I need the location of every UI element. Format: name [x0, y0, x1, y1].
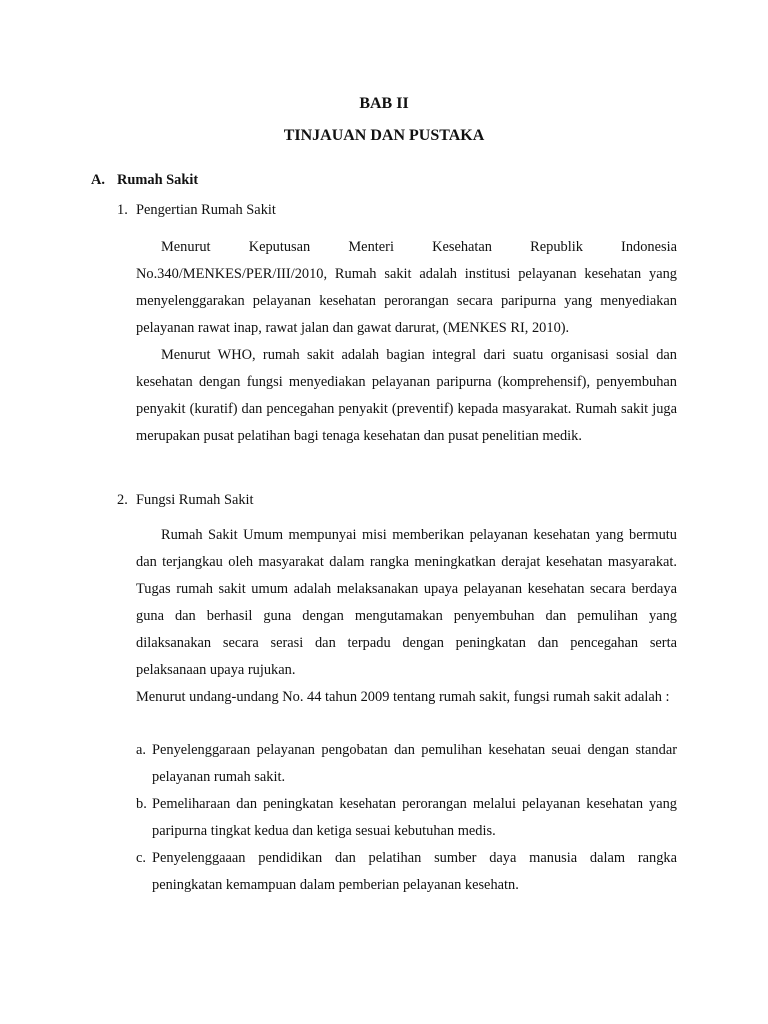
list-item: [136, 791, 677, 845]
list-text: Penyelenggaaan pendidikan dan pelatihan sumber daya manusia dalam rangka peningkatan kemampuan dalam pemberian pelayanan kesehatn.: [152, 850, 677, 893]
list-marker: b.: [136, 796, 147, 812]
section-text: Rumah Sakit: [117, 172, 199, 188]
subsection-label-2: 2.: [117, 492, 128, 508]
list-text: Penyelenggaraan pelayanan pengobatan dan pemulihan kesehatan seuai dengan standar pelayanan rumah sakit.: [152, 742, 677, 785]
subsection-text-2: Fungsi Rumah Sakit: [136, 492, 254, 508]
paragraph-definition-menkes: Menurut Keputusan Menteri Kesehatan Republik Indonesia No.340/MENKES/PER/III/2010, Rumah sakit adalah institusi pelayanan kesehatan yang menyelenggarakan pelayanan kesehatan perorangan secara paripurna yang menyediakan pelayanan rawat inap, rawat jalan dan gawat darurat, (MENKES RI, 2010).: [136, 239, 677, 336]
paragraph-function-law: Menurut undang-undang No. 44 tahun 2009 tentang rumah sakit, fungsi rumah sakit adalah :: [136, 689, 670, 705]
subsection-text-1: Pengertian Rumah Sakit: [136, 202, 276, 218]
section-label: A.: [91, 172, 105, 188]
list-item: [136, 845, 677, 899]
list-item: [136, 737, 677, 791]
function-list: [136, 737, 677, 899]
list-marker: c.: [136, 850, 146, 866]
chapter-heading: BAB II: [359, 95, 409, 112]
list-marker: a.: [136, 742, 146, 758]
subsection-heading-2: [117, 490, 254, 510]
paragraph-definition-who: Menurut WHO, rumah sakit adalah bagian integral dari suatu organisasi sosial dan kesehatan dengan fungsi menyediakan pelayanan paripurna (komprehensif), penyembuhan penyakit (kuratif) dan pencegahan penyakit (preventif) kepada masyarakat. Rumah sakit juga merupakan pusat pelatihan bagi tenaga kesehatan dan pusat penelitian medik.: [136, 347, 677, 444]
subsection-heading-1: [117, 200, 276, 220]
list-text: Pemeliharaan dan peningkatan kesehatan perorangan melalui pelayanan kesehatan yang paripurna tingkat kedua dan ketiga sesuai kebutuhan medis.: [152, 796, 677, 839]
section-heading: [91, 170, 198, 190]
paragraph-function-mission: Rumah Sakit Umum mempunyai misi memberikan pelayanan kesehatan yang bermutu dan terjangkau oleh masyarakat dalam rangka meningkatkan derajat kesehatan masyarakat. Tugas rumah sakit umum adalah melaksanakan upaya pelayanan kesehatan secara berdaya guna dan berhasil guna dengan mengutamakan penyembuhan dan pemulihan yang dilaksanakan secara serasi dan terpadu dengan peningkatan dan pencegahan serta pelaksanaan upaya rujukan.: [136, 527, 677, 678]
subsection-label-1: 1.: [117, 202, 128, 218]
chapter-title: TINJAUAN DAN PUSTAKA: [283, 127, 485, 144]
